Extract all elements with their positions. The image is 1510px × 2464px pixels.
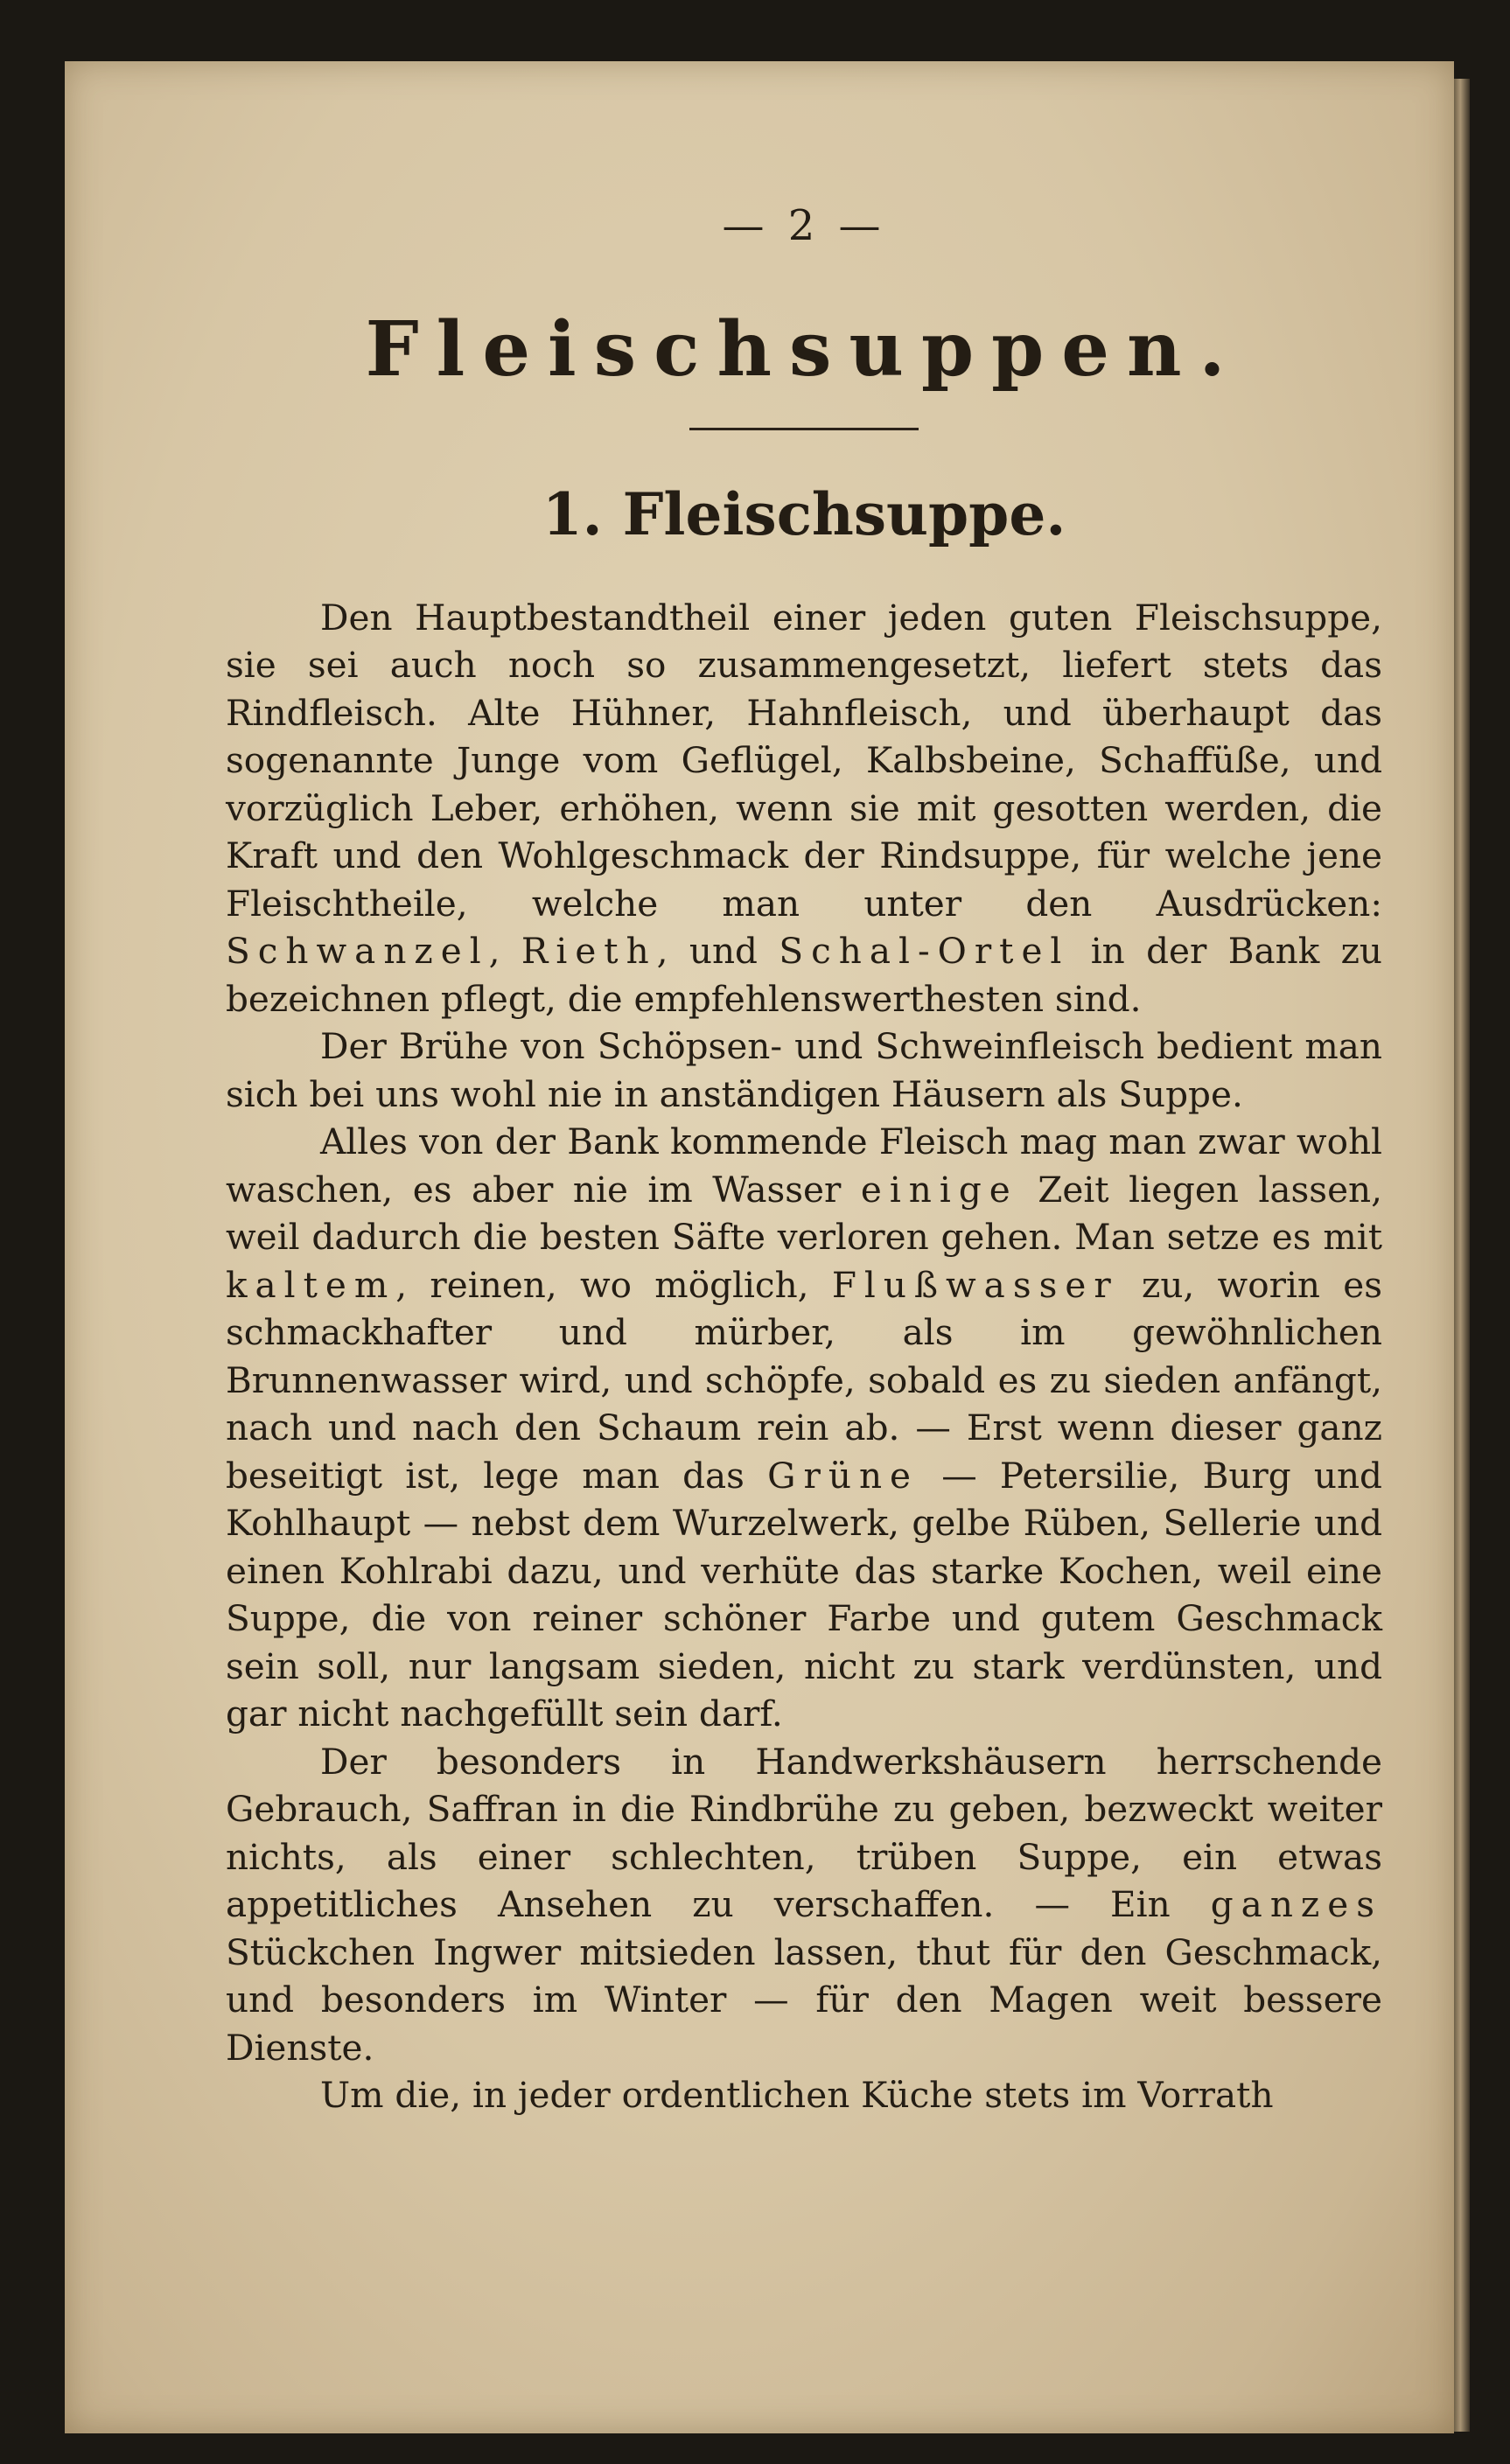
text-run: Stückchen Ingwer mitsieden lassen, thut für den Geschmack, und besonders im Winter — für den Magen weit bessere Dienste. xyxy=(226,1930,1382,2069)
text-run: Zeit liegen lassen, weil dadurch die besten Säfte verloren gehen. Man setze es mit xyxy=(226,1168,1382,1259)
spaced-term: Schal-Ortel xyxy=(779,930,1070,973)
spaced-term: Rieth xyxy=(521,930,657,973)
paragraph-1 xyxy=(226,594,1382,1023)
text-run: Alles von der Bank kommende Fleisch mag man zwar wohl waschen, es aber nie im Wasser xyxy=(226,1120,1382,1211)
paragraph-5: Um die, in jeder ordentlichen Küche stets im Vorrath xyxy=(320,2074,1274,2117)
spaced-term: Grüne xyxy=(767,1454,919,1497)
paragraph-3 xyxy=(226,1118,1382,1738)
page-number: — 2 — xyxy=(722,201,886,250)
spaced-term: einige xyxy=(860,1168,1018,1211)
title-divider xyxy=(689,428,919,430)
spaced-term: kaltem xyxy=(226,1263,396,1306)
page-content xyxy=(226,201,1382,2119)
text-run: Der besonders in Handwerkshäusern herrschende Gebrauch, Saffran in die Rindbrühe zu geben, bezweckt weiter nichts, als einer schlechten, trüben Suppe, ein etwas appetitliches Ansehen zu verschaffen. — Ein xyxy=(226,1740,1382,1926)
body-text xyxy=(226,594,1382,2119)
text-run: , xyxy=(488,930,521,973)
paragraph-2: Der Brühe von Schöpsen- und Schweinfleisch bedient man sich bei uns wohl nie in anständigen Häusern als Suppe. xyxy=(226,1025,1382,1115)
text-run: , und xyxy=(656,930,779,973)
paragraph-4 xyxy=(226,1738,1382,2072)
section-title: Fleischsuppen. xyxy=(365,305,1243,394)
text-run: in der Bank zu bezeichnen pflegt, die empfehlenswerthesten sind. xyxy=(226,930,1382,1020)
spaced-term: Schwanzel xyxy=(226,930,489,973)
spaced-term: ganzes xyxy=(1210,1883,1382,1926)
recipe-title: 1. Fleischsuppe. xyxy=(542,480,1066,549)
text-run: — Petersilie, Burg und Kohlhaupt — nebst dem Wurzelwerk, gelbe Rüben, Sellerie und einen Kohlrabi dazu, und verhüte das starke Kochen, weil eine Suppe, die von reiner schöner Farbe und gutem Geschmack sein soll, nur langsam sieden, nicht zu stark verdünsten, und gar nicht nachgefüllt sein darf. xyxy=(226,1454,1382,1735)
page-edge xyxy=(1454,79,1470,2432)
text-run: zu, worin es schmackhafter und mürber, als im gewöhnlichen Brunnenwasser wird, und schöpfe, sobald es zu sieden anfängt, nach und nach den Schaum rein ab. — Erst wenn dieser ganz beseitigt ist, lege man das xyxy=(226,1263,1382,1497)
text-run: Den Hauptbestandtheil einer jeden guten Fleischsuppe, sie sei auch noch so zusammengesetzt, liefert stets das Rindfleisch. Alte Hühner, Hahnfleisch, und überhaupt das sogenannte Junge vom Geflügel, Kalbsbeine, Schaffüße, und vorzüglich Leber, erhöhen, wenn sie mit gesotten werden, die Kraft und den Wohlgeschmack der Rindsuppe, für welche jene Fleischtheile, welche man unter den Ausdrücken: xyxy=(226,596,1382,925)
text-run: , reinen, wo möglich, xyxy=(395,1263,832,1306)
spaced-term: Flußwasser xyxy=(831,1263,1119,1306)
